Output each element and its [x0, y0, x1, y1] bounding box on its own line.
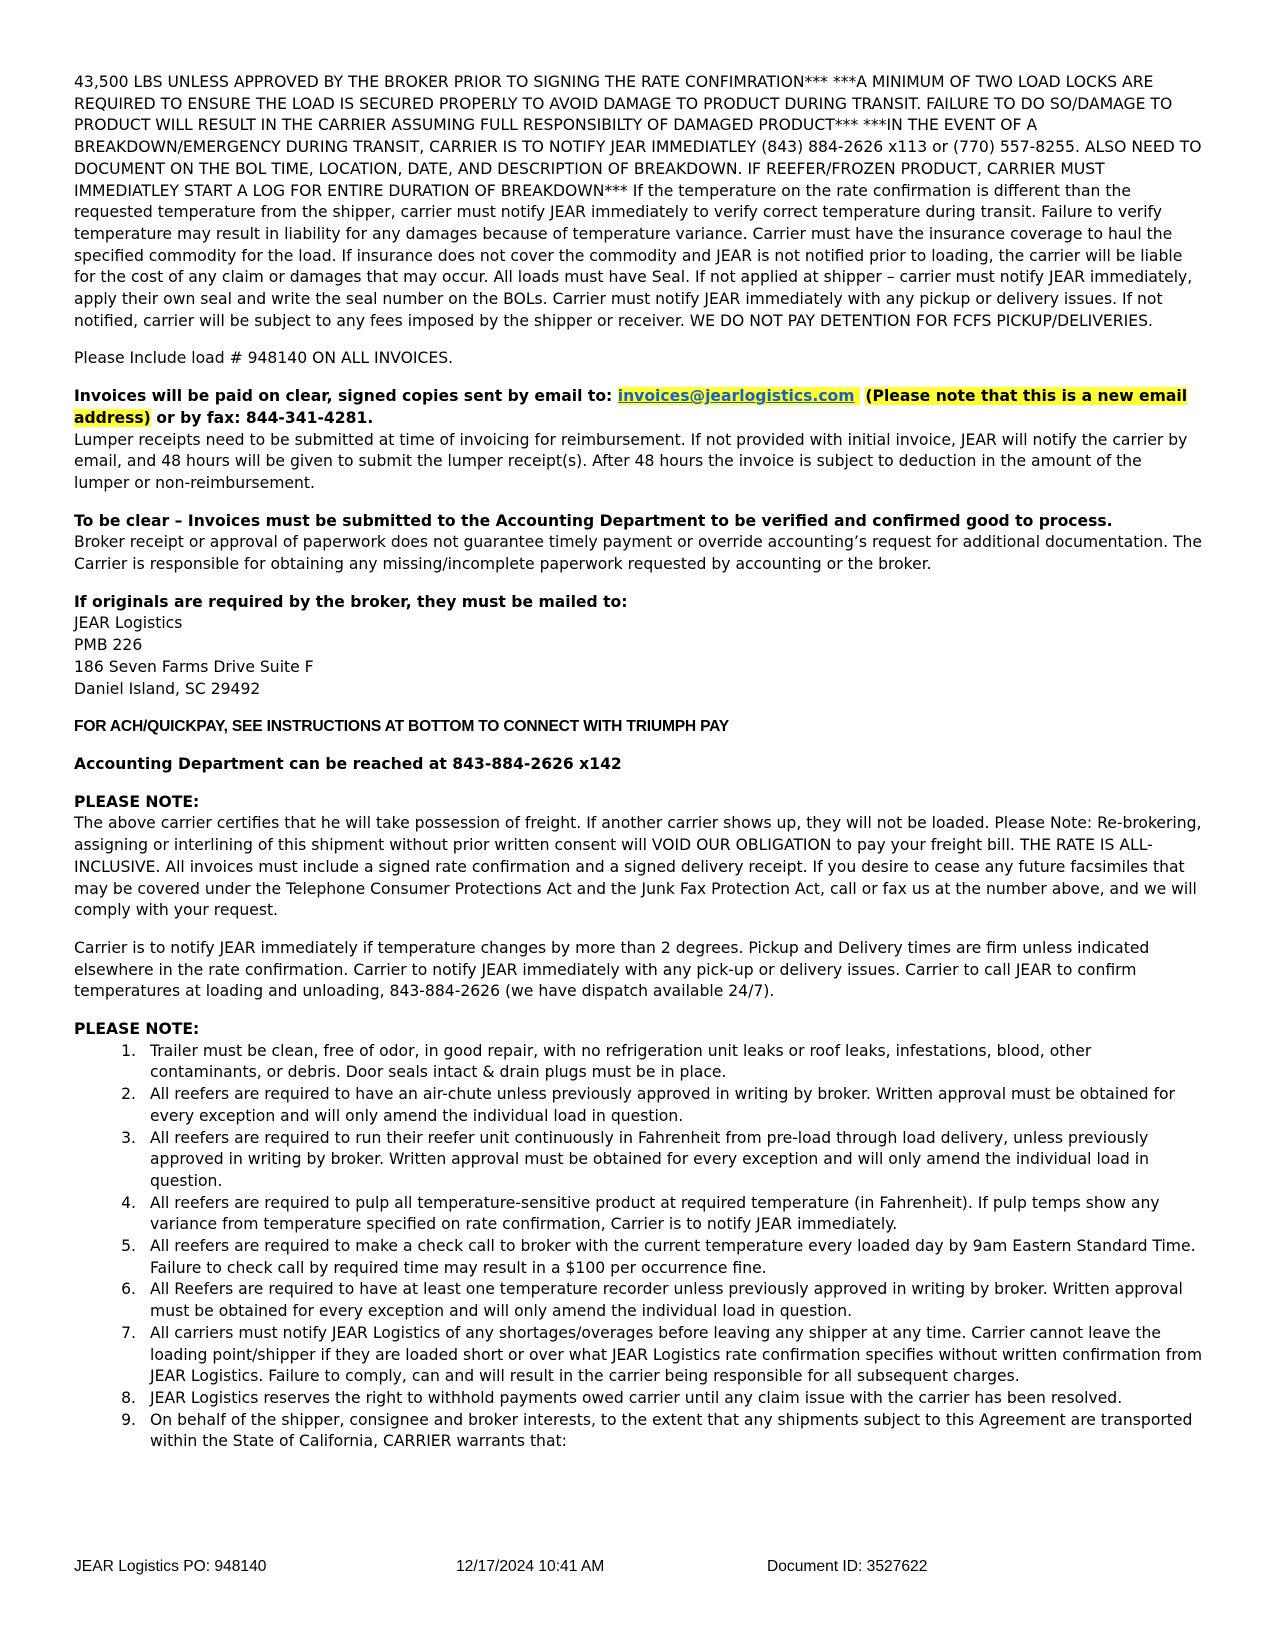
- originals-section: [74, 592, 1202, 701]
- footer-po: JEAR Logistics PO: 948140: [74, 1558, 267, 1575]
- address-line: Daniel Island, SC 29492: [74, 679, 261, 698]
- invoices-fax: or by fax: 844-341-4281.: [156, 408, 374, 427]
- ach-quickpay-notice: FOR ACH/QUICKPAY, SEE INSTRUCTIONS AT BOTTOM TO CONNECT WITH TRIUMPH PAY: [74, 718, 730, 736]
- footer-document-id: Document ID: 3527622: [767, 1558, 928, 1575]
- to-be-clear-heading: To be clear – Invoices must be submitted to the Accounting Department to be verified and confirmed good to process.: [74, 511, 1113, 530]
- list-item: 8. JEAR Logistics reserves the right to withhold payments owed carrier until any claim issue with the carrier has been resolved.: [121, 1388, 1123, 1407]
- list-item: 9. On behalf of the shipper, consignee and broker interests, to the extent that any shipments subject to this Agreement are transported within the State of California, CARRIER warrants that:: [121, 1410, 1193, 1451]
- please-note-section-1: [74, 792, 1202, 922]
- please-note-heading: PLEASE NOTE:: [74, 792, 200, 811]
- requirements-list: [74, 1041, 1202, 1453]
- list-item: 6. All Reefers are required to have at least one temperature recorder unless previously approved in writing by broker. Written approval must be obtained for every exception and will only amend the individual load in question.: [121, 1280, 1183, 1321]
- temperature-notice: Carrier is to notify JEAR immediately if temperature changes by more than 2 degrees. Pickup and Delivery times are firm unless indicated elsewhere in the rate confirmation. Carrier to notify JEAR immediately with any pick-up or delivery issues. Carrier to call JEAR to confirm temperatures at loading and unloading, 843-884-2626 (we have dispatch available 24/7).: [74, 938, 1150, 1001]
- invoices-lead: Invoices will be paid on clear, signed copies sent by email to:: [74, 387, 613, 406]
- invoices-heading: [74, 386, 1202, 429]
- terms-paragraph: 43,500 LBS UNLESS APPROVED BY THE BROKER PRIOR TO SIGNING THE RATE CONFIMRATION*** ***A MINIMUM OF TWO LOAD LOCKS ARE REQUIRED TO ENSURE THE LOAD IS SECURED PROPERLY TO AVOID DAMAGE TO PRODUCT DURING TRANSIT. FAILURE TO DO SO/DAMAGE TO PRODUCT WILL RESULT IN THE CARRIER ASSUMING FULL RESPONSIBILTY OF DAMAGED PRODUCT*** ***IN THE EVENT OF A BREAKDOWN/EMERGENCY DURING TRANSIT, CARRIER IS TO NOTIFY JEAR IMMEDIATLEY (843) 884-2626 x113 or (770) 557-8255. ALSO NEED TO DOCUMENT ON THE BOL TIME, LOCATION, DATE, AND DESCRIPTION OF BREAKDOWN. IF REEFER/FROZEN PRODUCT, CARRIER MUST IMMEDIATLEY START A LOG FOR ENTIRE DURATION OF BREAKDOWN*** If the temperature on the rate confirmation is different than the requested temperature from the shipper, carrier must notify JEAR immediately to verify correct temperature during transit. Failure to verify temperature may result in liability for any damages because of temperature variance. Carrier must have the insurance coverage to haul the specified commodity for the load. If insurance does not cover the commodity and JEAR is not notified prior to loading, the carrier will be liable for the cost of any claim or damages that may occur. All loads must have Seal. If not applied at shipper – carrier must notify JEAR immediately, apply their own seal and write the seal number on the BOLs. Carrier must notify JEAR immediately with any pickup or delivery issues. If not notified, carrier will be subject to any fees imposed by the shipper or receiver. WE DO NOT PAY DETENTION FOR FCFS PICKUP/DELIVERIES.: [74, 73, 1202, 330]
- document-body: [74, 72, 1202, 1453]
- to-be-clear-section: [74, 511, 1202, 576]
- address-line: JEAR Logistics: [74, 614, 183, 633]
- include-load-note: Please Include load # 948140 ON ALL INVOICES.: [74, 349, 454, 368]
- new-email-note: (Please note that this is a new email address): [74, 387, 1188, 427]
- address-line: PMB 226: [74, 636, 143, 655]
- list-item: 4. All reefers are required to pulp all temperature-sensitive product at required temperature (in Fahrenheit). If pulp temps show any variance from temperature specified on rate confirmation, Carrier is to notify JEAR immediately.: [121, 1193, 1160, 1234]
- to-be-clear-body: Broker receipt or approval of paperwork does not guarantee timely payment or override accounting’s request for additional documentation. The Carrier is responsible for obtaining any missing/incomplete paperwork requested by accounting or the broker.: [74, 533, 1203, 574]
- list-item: 7. All carriers must notify JEAR Logistics of any shortages/overages before leaving any shipper at any time. Carrier cannot leave the loading point/shipper if they are loaded short or over what JEAR Logistics rate confirmation specifies without written confirmation from JEAR Logistics. Failure to comply, can and will result in the carrier being responsible for all subsequent charges.: [121, 1323, 1203, 1386]
- lumper-receipts-text: Lumper receipts need to be submitted at time of invoicing for reimbursement. If not provided with initial invoice, JEAR will notify the carrier by email, and 48 hours will be given to submit the lumper receipt(s). After 48 hours the invoice is subject to deduction in the amount of the lumper or non-reimbursement.: [74, 430, 1188, 492]
- list-item: 3. All reefers are required to run their reefer unit continuously in Fahrenheit from pre-load through load delivery, unless previously approved in writing by broker. Written approval must be obtained for every exception and will only amend the individual load in question.: [121, 1128, 1149, 1190]
- originals-heading: If originals are required by the broker, they must be mailed to:: [74, 592, 628, 611]
- invoices-email-link[interactable]: invoices@jearlogistics.com: [617, 387, 855, 406]
- please-note-section-2: [74, 1019, 1202, 1453]
- accounting-contact: Accounting Department can be reached at 843-884-2626 x142: [74, 754, 622, 773]
- list-item: 5. All reefers are required to make a check call to broker with the current temperature every loaded day by 9am Eastern Standard Time. Failure to check call by required time may result in a $100 per occurrence fine.: [121, 1237, 1196, 1277]
- footer-datetime: 12/17/2024 10:41 AM: [456, 1558, 605, 1575]
- please-note-heading: PLEASE NOTE:: [74, 1020, 200, 1039]
- list-item: 2. All reefers are required to have an air-chute unless previously approved in writing by broker. Written approval must be obtained for every exception and will only amend the individual load in question.: [121, 1085, 1175, 1125]
- address-line: 186 Seven Farms Drive Suite F: [74, 657, 314, 676]
- list-item: 1. Trailer must be clean, free of odor, in good repair, with no refrigeration unit leaks or roof leaks, infestations, blood, other contaminants, or debris. Door seals intact & drain plugs must be in place.: [121, 1041, 1092, 1082]
- please-note-body: The above carrier certifies that he will take possession of freight. If another carrier shows up, they will not be loaded. Please Note: Re-brokering, assigning or interlining of this shipment without prior written consent will VOID OUR OBLIGATION to pay your freight bill. THE RATE IS ALL-INCLUSIVE. All invoices must include a signed rate confirmation and a signed delivery receipt. If you desire to cease any future facsimiles that may be covered under the Telephone Consumer Protections Act and the Junk Fax Protection Act, call or fax us at the number above, and we will comply with your request.: [74, 814, 1202, 920]
- invoices-section: [74, 386, 1202, 495]
